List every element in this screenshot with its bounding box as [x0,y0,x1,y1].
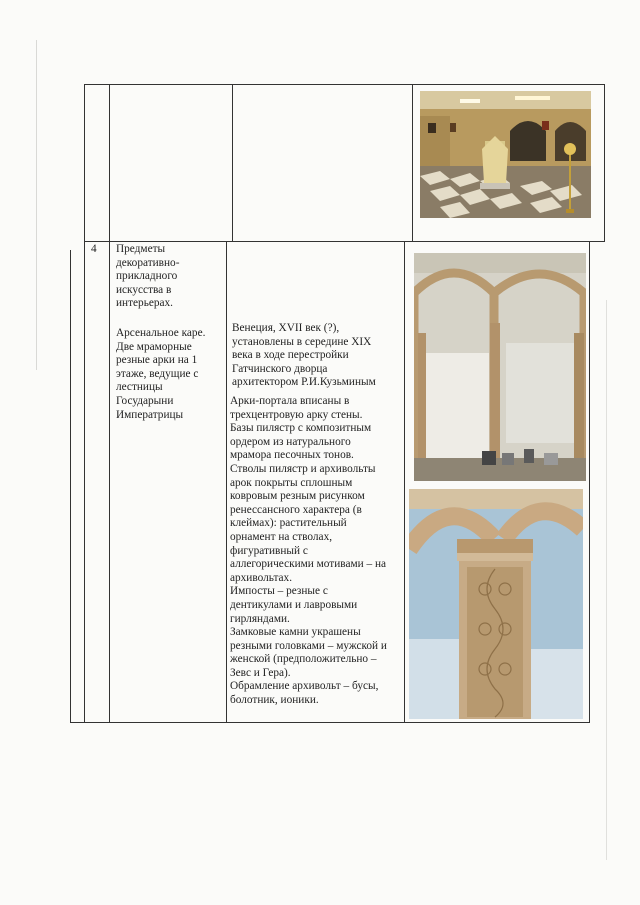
carved-pilaster-photo [409,489,583,719]
location-text: Арсенальное каре. Две мраморные резные арки на 1 этаже, ведущие с лестницы Государыни Императрицы [116,327,206,421]
col-border-1 [84,84,85,722]
col-border-4b [404,242,405,722]
col-border-5 [604,84,605,242]
col-border-4 [412,84,413,242]
scan-edge-left [36,40,37,370]
col-border-3b [226,242,227,722]
marble-arches-photo [414,253,586,481]
table-bottom-border [70,722,590,723]
table-top-border [84,84,605,85]
row-divider [84,241,605,242]
row-number: 4 [91,243,97,255]
scan-edge-right [606,300,607,860]
col-border-0 [70,250,71,722]
description-text: Арки-портала вписаны в трехцентровую арку стены. Базы пилястр с композитным ордером из натурального мрамора песочных тонов. Стволы пилястр и архивольты арок покрыты сплошным ковровым резным рисунком ренессансного характера (в клеймах): растительный орнамент на стволах, фигуративный с аллегорическими мотивами – на архивольтах. Импосты – резные с дентикулами и лавровыми гирляндами. Замковые камни украшены резными головками – мужской и женской (предположительно – Зевс и Гера). Обрамление архивольт – бусы, болотник, ионики. [230,395,387,707]
col-border-2 [109,84,110,722]
col-border-3 [232,84,233,242]
dating-text: Венеция, XVII век (?), установлены в середине XIX века в ходе перестройки Гатчинского дворца архитектором Р.И.Кузьминым [232,322,376,389]
col-border-5b [589,242,590,723]
hall-interior-photo [420,91,591,218]
category-text: Предметы декоративно- прикладного искусства в интерьерах. [116,243,180,310]
